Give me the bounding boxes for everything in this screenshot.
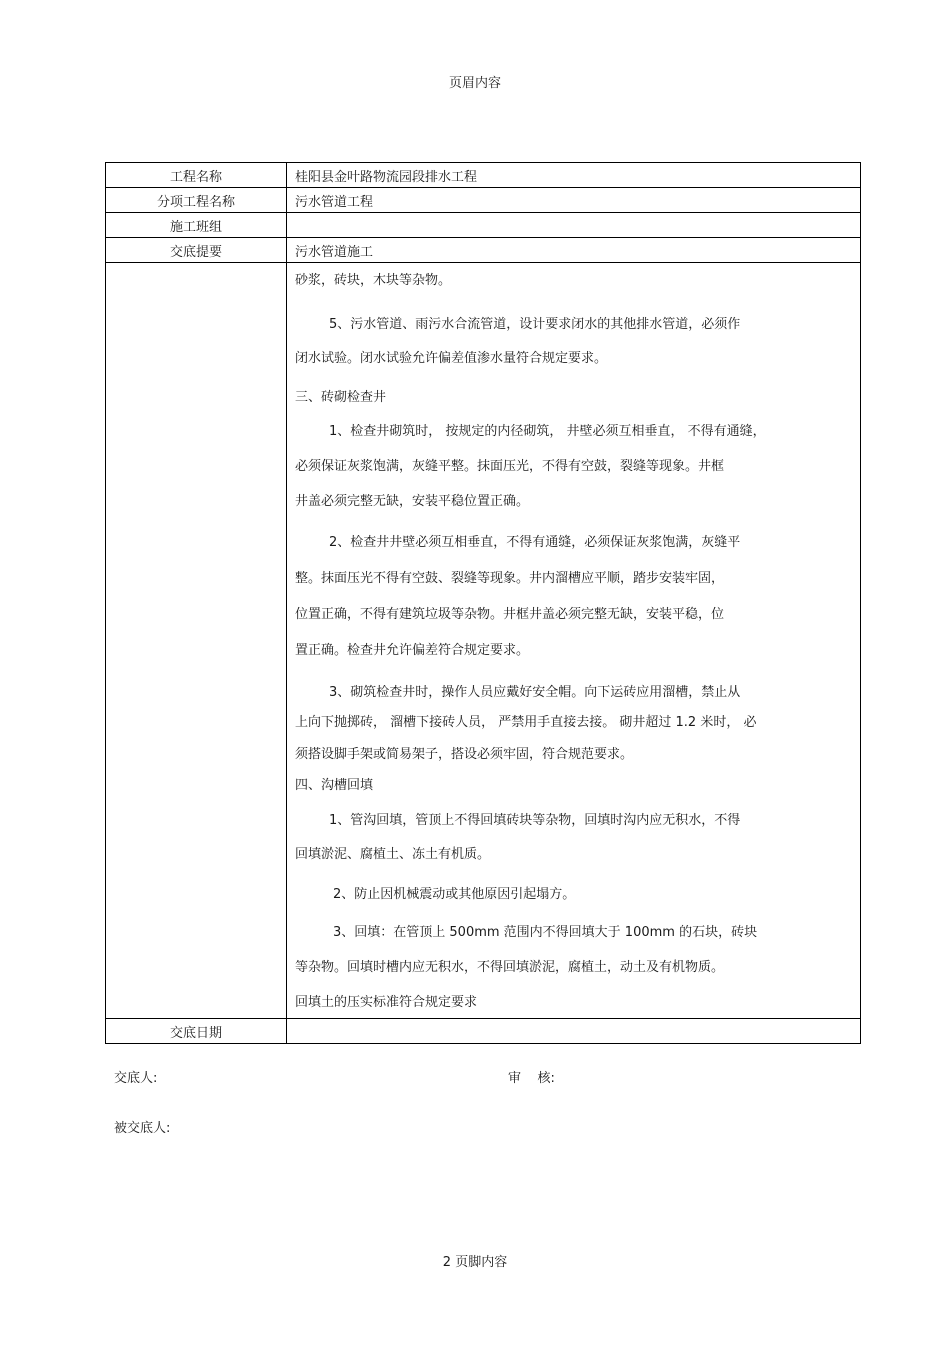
crew-value [287,213,861,238]
body-line: 闭水试验。闭水试验允许偏差值渗水量符合规定要求。 [295,351,608,366]
presenter-label: 交底人: [114,1071,158,1086]
body-line: 5、污水管道、雨污水合流管道，设计要求闭水的其他排水管道，必须作 [329,317,741,332]
summary-label: 交底提要 [106,238,287,263]
body-line: 3、回填：在管顶上 500mm 范围内不得回填大于 100mm 的石块，砖块 [333,925,758,940]
body-line: 置正确。检查井允许偏差符合规定要求。 [295,643,530,658]
body-line: 井盖必须完整无缺，安装平稳位置正确。 [295,494,530,509]
disclosure-form-table [105,162,861,1044]
body-line: 位置正确，不得有建筑垃圾等杂物。井框井盖必须完整无缺，安装平稳，位 [295,607,725,622]
table-row [106,263,861,1019]
page-footer: 2 页脚内容 [442,1255,508,1270]
body-line: 1、管沟回填，管顶上不得回填砖块等杂物，回填时沟内应无积水，不得 [329,813,741,828]
page-header: 页眉内容 [448,76,501,91]
project-name-label: 工程名称 [106,163,287,188]
table-row [106,188,861,213]
table-row [106,163,861,188]
content-body [295,263,852,1018]
body-line: 整。抹面压光不得有空鼓、裂缝等现象。井内溜槽应平顺，踏步安装牢固， [295,571,725,586]
table-row [106,1019,861,1044]
crew-label: 施工班组 [106,213,287,238]
body-line: 须搭设脚手架或简易架子，搭设必须牢固，符合规范要求。 [295,747,634,762]
body-line: 1、检查井砌筑时， 按规定的内径砌筑， 井壁必须互相垂直， 不得有通缝， [329,424,766,439]
date-label: 交底日期 [106,1019,287,1044]
body-line: 四、沟槽回填 [295,778,374,793]
date-value [287,1019,861,1044]
receiver-label: 被交底人: [114,1121,171,1136]
reviewer-label: 审 核: [508,1071,555,1086]
body-line: 上向下抛掷砖， 溜槽下接砖人员， 严禁用手直接去接。 砌井超过 1.2 米时， 必 [295,715,757,730]
subproject-name-value: 污水管道工程 [287,188,861,213]
body-line: 回填淤泥、腐植土、冻土有机质。 [295,847,491,862]
body-line: 2、检查井井壁必须互相垂直，不得有通缝，必须保证灰浆饱满，灰缝平 [329,535,741,550]
body-line: 必须保证灰浆饱满，灰缝平整。抹面压光，不得有空鼓，裂缝等现象。井框 [295,459,725,474]
body-line: 3、砌筑检查井时，操作人员应戴好安全帽。向下运砖应用溜槽，禁止从 [329,685,741,700]
body-line: 三、砖砌检查井 [295,390,387,405]
body-line: 2、防止因机械震动或其他原因引起塌方。 [333,887,576,902]
subproject-name-label: 分项工程名称 [106,188,287,213]
content-label-cell [106,263,287,1019]
content-body-cell [287,263,861,1019]
table-row [106,213,861,238]
table-row [106,238,861,263]
summary-value: 污水管道施工 [287,238,861,263]
body-line: 等杂物。回填时槽内应无积水，不得回填淤泥，腐植土，动土及有机物质。 [295,960,725,975]
body-line: 回填土的压实标准符合规定要求 [295,995,478,1010]
body-line: 砂浆，砖块，木块等杂物。 [295,273,452,288]
project-name-value: 桂阳县金叶路物流园段排水工程 [287,163,861,188]
